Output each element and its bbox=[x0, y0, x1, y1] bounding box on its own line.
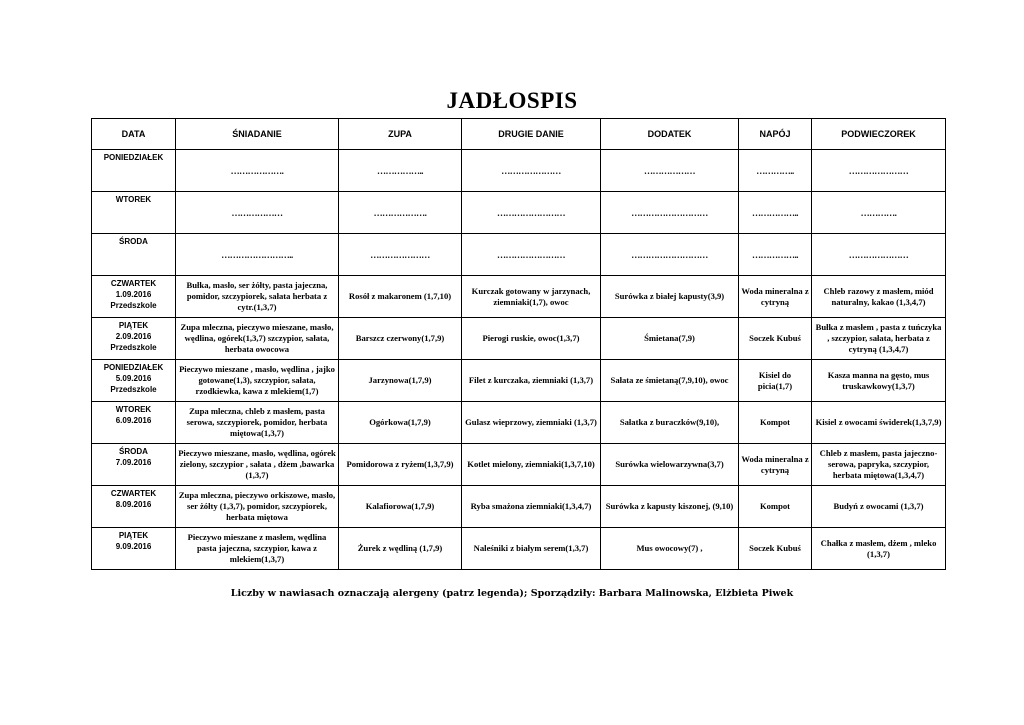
day-name: CZWARTEK bbox=[110, 279, 157, 288]
meal-cell-dodatek: Śmietana(7,9) bbox=[601, 318, 739, 360]
day-name: ŚRODA bbox=[119, 447, 148, 456]
placeholder-cell: ………………… bbox=[462, 150, 601, 192]
day-date: 1.09.2016 bbox=[115, 290, 152, 299]
day-cell bbox=[92, 402, 176, 444]
meal-cell-dodatek: Surówka z białej kapusty(3,9) bbox=[601, 276, 739, 318]
meal-cell-zupa: Kalafiorowa(1,7,9) bbox=[339, 486, 462, 528]
header-row bbox=[92, 119, 946, 150]
meal-cell-drugie: Naleśniki z białym serem(1,3,7) bbox=[462, 528, 601, 570]
column-header-sniadanie: ŚNIADANIE bbox=[176, 119, 339, 150]
meal-cell-drugie: Kurczak gotowany w jarzynach, ziemniaki(1,7), owoc bbox=[462, 276, 601, 318]
placeholder-cell: ……………………… bbox=[601, 192, 739, 234]
meal-cell-sniadanie: Pieczywo mieszane, masło, wędlina, ogórek zielony, szczypior , sałata , dżem ,bawarka (1,3,7) bbox=[176, 444, 339, 486]
meal-cell-dodatek: Sałata ze śmietaną(7,9,10), owoc bbox=[601, 360, 739, 402]
table-row bbox=[92, 276, 946, 318]
table-row bbox=[92, 402, 946, 444]
day-date: 9.09.2016 bbox=[115, 542, 152, 551]
meal-cell-sniadanie: Zupa mleczna, chleb z masłem, pasta serowa, szczypiorek, pomidor, herbata miętowa(1,3,7) bbox=[176, 402, 339, 444]
meal-cell-podwieczorek: Chałka z masłem, dżem , mleko (1,3,7) bbox=[812, 528, 946, 570]
meal-cell-drugie: Kotlet mielony, ziemniaki(1,3,7,10) bbox=[462, 444, 601, 486]
column-header-drugie-danie: DRUGIE DANIE bbox=[462, 119, 601, 150]
day-name: WTOREK bbox=[115, 405, 152, 414]
meal-cell-napoj: Kisiel do picia(1,7) bbox=[739, 360, 812, 402]
meal-cell-napoj: Kompot bbox=[739, 402, 812, 444]
table-row bbox=[92, 150, 946, 192]
placeholder-cell: …………………….. bbox=[176, 234, 339, 276]
day-cell bbox=[92, 444, 176, 486]
meal-cell-zupa: Barszcz czerwony(1,7,9) bbox=[339, 318, 462, 360]
meal-cell-zupa: Ogórkowa(1,7,9) bbox=[339, 402, 462, 444]
meal-cell-podwieczorek: Bułka z masłem , pasta z tuńczyka , szczypior, sałata, herbata z cytryną (1,3,4,7) bbox=[812, 318, 946, 360]
placeholder-cell: ………….. bbox=[739, 150, 812, 192]
meal-cell-drugie: Ryba smażona ziemniaki(1,3,4,7) bbox=[462, 486, 601, 528]
placeholder-cell: …………………… bbox=[462, 234, 601, 276]
table-row bbox=[92, 444, 946, 486]
day-cell: PONIEDZIAŁEK bbox=[92, 150, 176, 192]
day-name: CZWARTEK bbox=[110, 489, 157, 498]
meal-cell-napoj: Kompot bbox=[739, 486, 812, 528]
day-name: PIĄTEK bbox=[118, 321, 149, 330]
day-cell bbox=[92, 276, 176, 318]
column-header-data: DATA bbox=[92, 119, 176, 150]
day-note: Przedszkole bbox=[110, 301, 157, 310]
meal-cell-napoj: Soczek Kubuś bbox=[739, 318, 812, 360]
meal-cell-napoj: Woda mineralna z cytryną bbox=[739, 276, 812, 318]
table-row bbox=[92, 486, 946, 528]
day-name: PONIEDZIAŁEK bbox=[103, 363, 164, 372]
placeholder-cell: ………………… bbox=[339, 234, 462, 276]
day-date: 5.09.2016 bbox=[115, 374, 152, 383]
column-header-napoj: NAPÓJ bbox=[739, 119, 812, 150]
day-date: 6.09.2016 bbox=[115, 416, 152, 425]
table-row bbox=[92, 528, 946, 570]
meal-cell-sniadanie: Pieczywo mieszane z masłem, wędlina pasta jajeczna, szczypior, kawa z mlekiem(1,3,7) bbox=[176, 528, 339, 570]
day-name: PIĄTEK bbox=[118, 531, 149, 540]
placeholder-cell: ……………………… bbox=[601, 234, 739, 276]
meal-cell-drugie: Gulasz wieprzowy, ziemniaki (1,3,7) bbox=[462, 402, 601, 444]
meal-cell-sniadanie: Zupa mleczna, pieczywo mieszane, masło, wędlina, ogórek(1,3,7) szczypior, sałata, herbata owocowa bbox=[176, 318, 339, 360]
placeholder-cell: …………….. bbox=[739, 234, 812, 276]
meal-cell-dodatek: Mus owocowy(7) , bbox=[601, 528, 739, 570]
placeholder-cell: ……………… bbox=[176, 192, 339, 234]
meal-cell-dodatek: Sałatka z buraczków(9,10), bbox=[601, 402, 739, 444]
footer-note: Liczby w nawiasach oznaczają alergeny (patrz legenda); Sporządziły: Barbara Malinowska, Elżbieta Piwek bbox=[230, 588, 794, 599]
column-header-dodatek: DODATEK bbox=[601, 119, 739, 150]
meal-cell-napoj: Soczek Kubuś bbox=[739, 528, 812, 570]
table-row bbox=[92, 192, 946, 234]
day-cell bbox=[92, 318, 176, 360]
meal-cell-podwieczorek: Chleb z masłem, pasta jajeczno- serowa, papryka, szczypior, herbata miętowa(1,3,4,7) bbox=[812, 444, 946, 486]
placeholder-cell: ………………… bbox=[812, 150, 946, 192]
meal-cell-podwieczorek: Chleb razowy z masłem, miód naturalny, kakao (1,3,4,7) bbox=[812, 276, 946, 318]
meal-cell-zupa: Żurek z wędliną (1,7,9) bbox=[339, 528, 462, 570]
day-cell: WTOREK bbox=[92, 192, 176, 234]
table-row bbox=[92, 234, 946, 276]
meal-cell-sniadanie: Bułka, masło, ser żółty, pasta jajeczna, pomidor, szczypiorek, sałata herbata z cytr.(1,3,7) bbox=[176, 276, 339, 318]
meal-cell-dodatek: Surówka z kapusty kiszonej, (9,10) bbox=[601, 486, 739, 528]
day-cell: ŚRODA bbox=[92, 234, 176, 276]
meal-cell-zupa: Pomidorowa z ryżem(1,3,7,9) bbox=[339, 444, 462, 486]
placeholder-cell: …………. bbox=[812, 192, 946, 234]
day-date: 7.09.2016 bbox=[115, 458, 152, 467]
meal-cell-sniadanie: Zupa mleczna, pieczywo orkiszowe, masło, ser żółty (1,3,7), pomidor, szczypiorek, herbata miętowa bbox=[176, 486, 339, 528]
placeholder-cell: ………………… bbox=[812, 234, 946, 276]
menu-table bbox=[91, 118, 946, 570]
meal-cell-drugie: Pierogi ruskie, owoc(1,3,7) bbox=[462, 318, 601, 360]
meal-cell-napoj: Woda mineralna z cytryną bbox=[739, 444, 812, 486]
meal-cell-zupa: Rosół z makaronem (1,7,10) bbox=[339, 276, 462, 318]
day-cell bbox=[92, 486, 176, 528]
meal-cell-drugie: Filet z kurczaka, ziemniaki (1,3,7) bbox=[462, 360, 601, 402]
meal-cell-zupa: Jarzynowa(1,7,9) bbox=[339, 360, 462, 402]
placeholder-cell: ………………. bbox=[339, 192, 462, 234]
placeholder-cell: …………….. bbox=[339, 150, 462, 192]
meal-cell-dodatek: Surówka wielowarzywna(3,7) bbox=[601, 444, 739, 486]
day-cell bbox=[92, 528, 176, 570]
meal-cell-sniadanie: Pieczywo mieszane , masło, wędlina , jajko gotowane(1,3), szczypior, sałata, rzodkiewka, kawa z mlekiem(1,7) bbox=[176, 360, 339, 402]
table-row bbox=[92, 318, 946, 360]
placeholder-cell: ………………. bbox=[176, 150, 339, 192]
day-date: 2.09.2016 bbox=[115, 332, 152, 341]
column-header-zupa: ZUPA bbox=[339, 119, 462, 150]
placeholder-cell: …………………… bbox=[462, 192, 601, 234]
placeholder-cell: ……………… bbox=[601, 150, 739, 192]
day-note: Przedszkole bbox=[110, 385, 157, 394]
meal-cell-podwieczorek: Budyń z owocami (1,3,7) bbox=[812, 486, 946, 528]
page-title: JADŁOSPIS bbox=[446, 88, 578, 113]
column-header-podwieczorek: PODWIECZOREK bbox=[812, 119, 946, 150]
day-note: Przedszkole bbox=[110, 343, 157, 352]
placeholder-cell: …………….. bbox=[739, 192, 812, 234]
meal-cell-podwieczorek: Kisiel z owocami świderek(1,3,7,9) bbox=[812, 402, 946, 444]
day-date: 8.09.2016 bbox=[115, 500, 152, 509]
meal-cell-podwieczorek: Kasza manna na gęsto, mus truskawkowy(1,3,7) bbox=[812, 360, 946, 402]
table-row bbox=[92, 360, 946, 402]
day-cell bbox=[92, 360, 176, 402]
